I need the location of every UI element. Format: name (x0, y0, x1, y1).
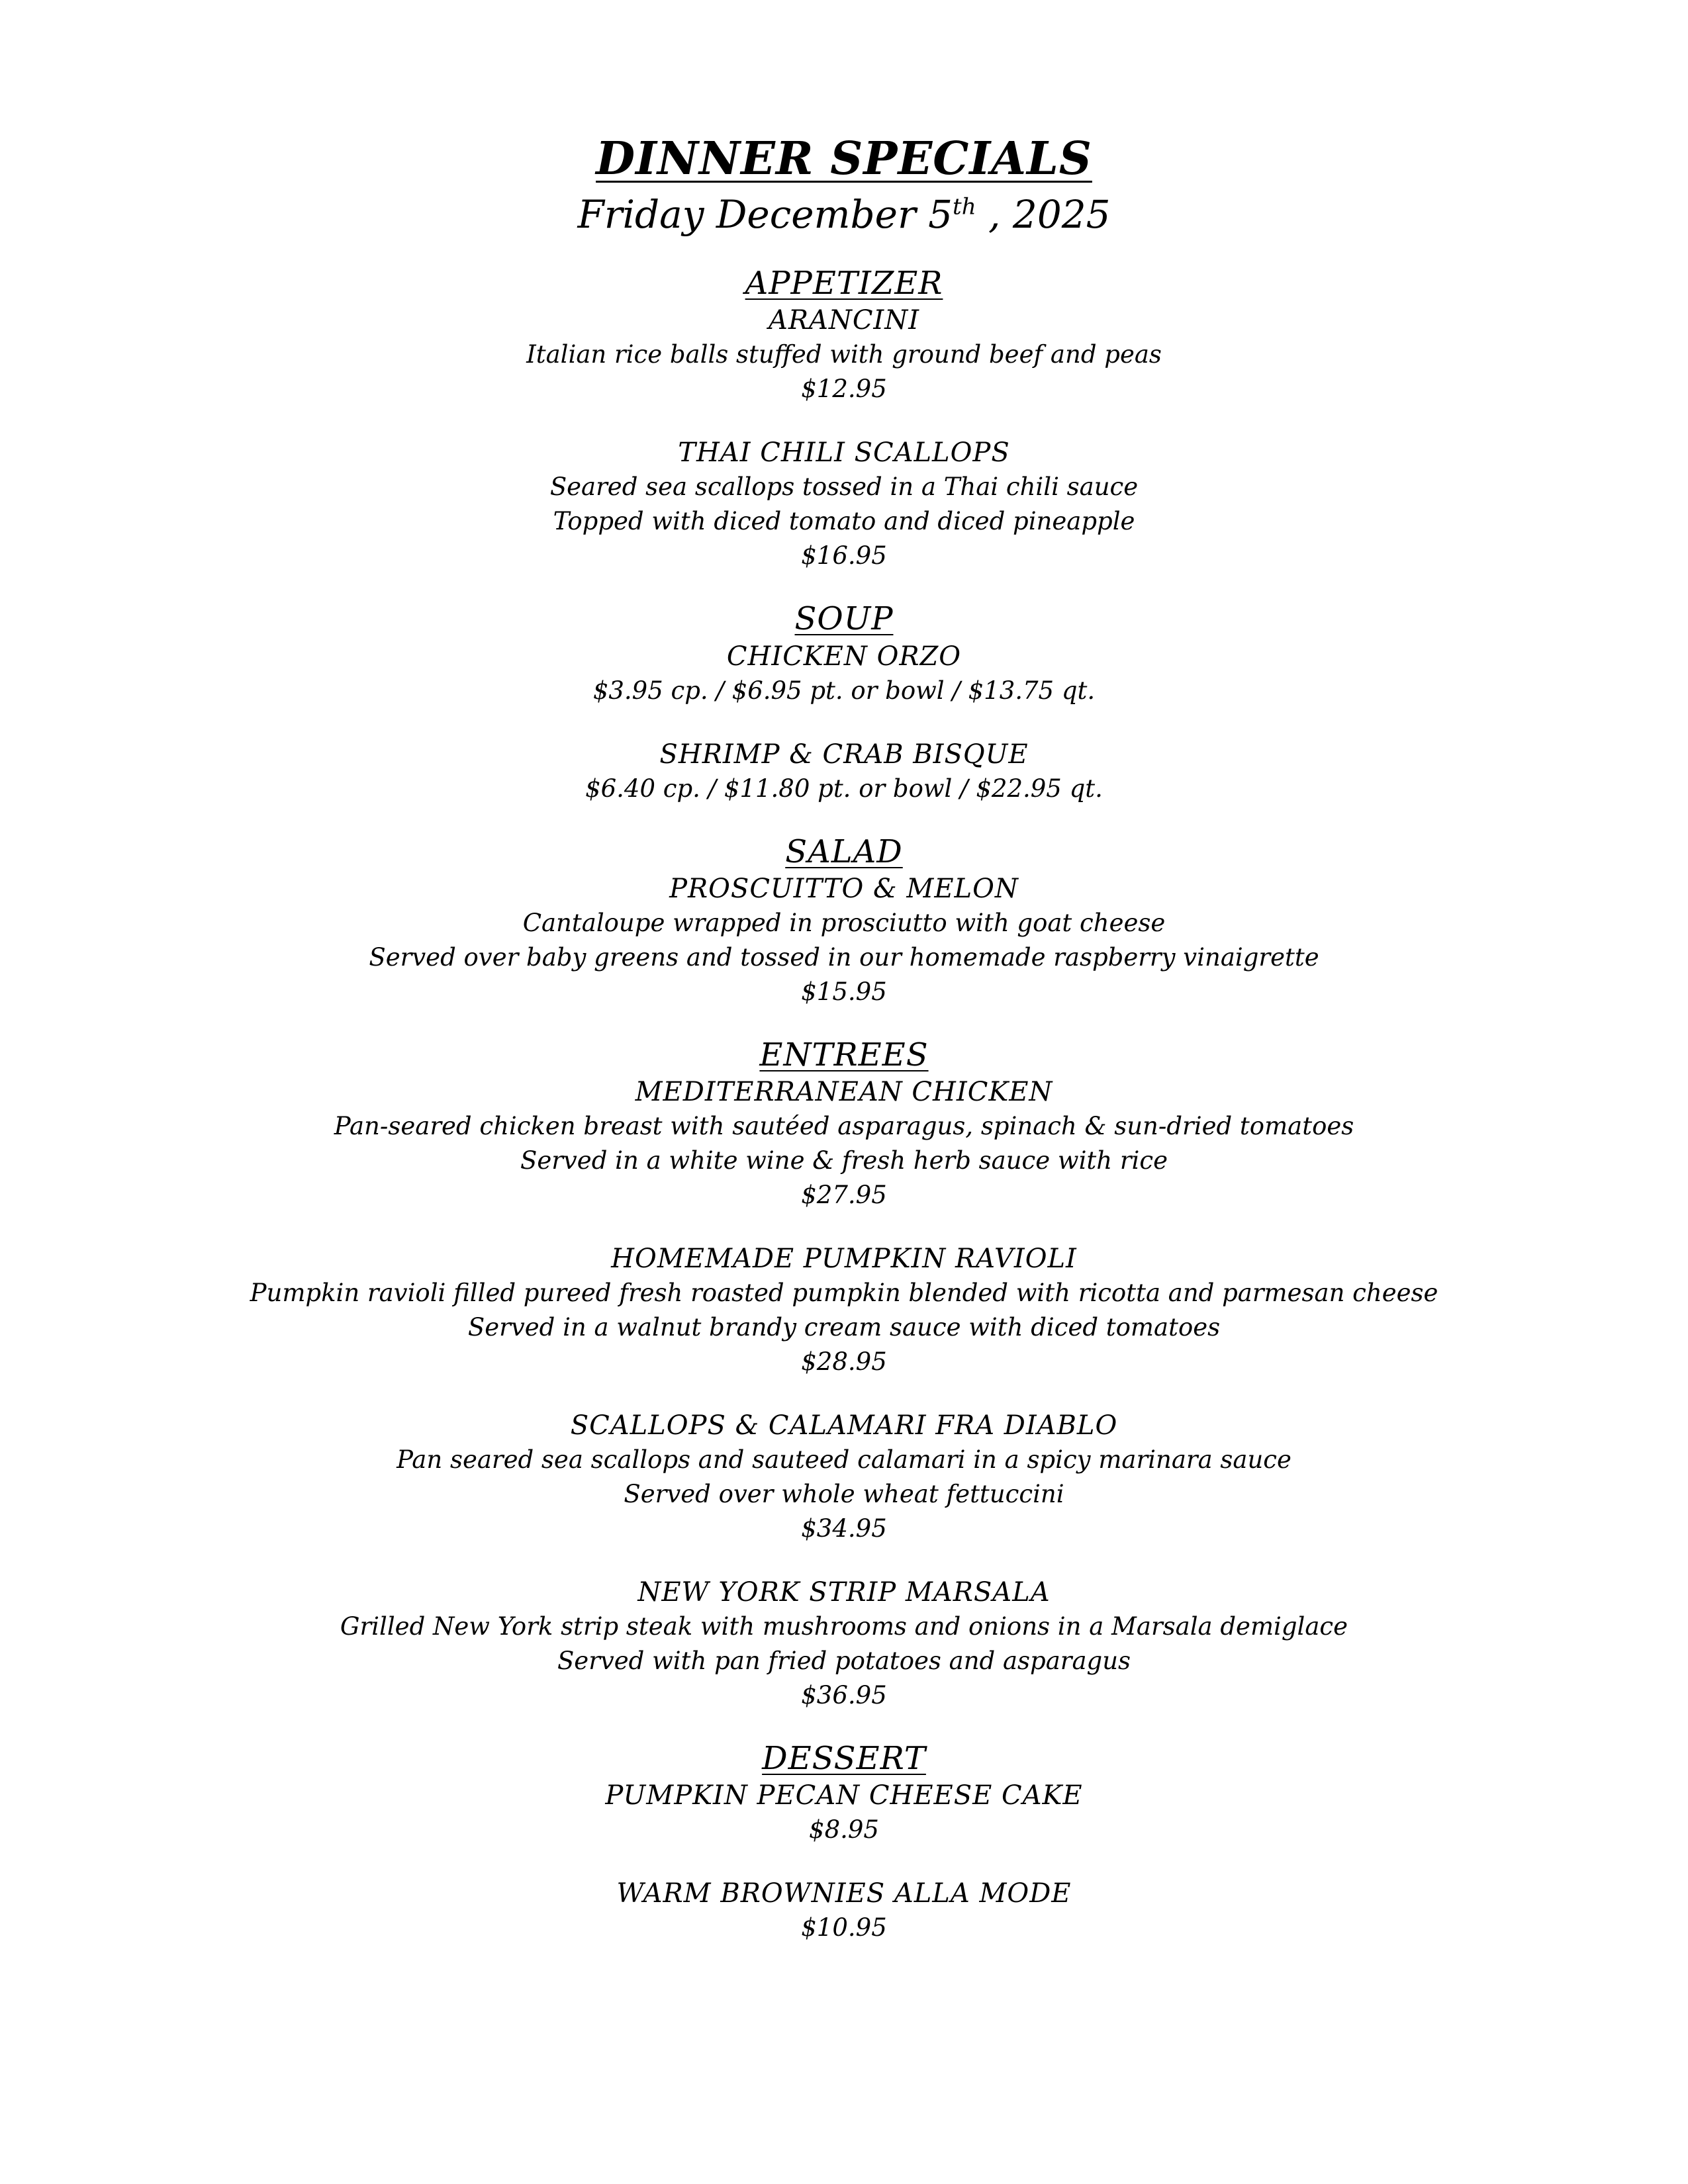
menu-item-description: Served in a white wine & fresh herb sauce with rice (520, 1146, 1168, 1175)
menu-section (0, 834, 1688, 1009)
menu-item-name: SHRIMP & CRAB BISQUE (659, 739, 1029, 770)
menu-item (0, 1575, 1688, 1713)
menu-item-description: Pan seared sea scallops and sauteed calamari in a spicy marinara sauce (397, 1445, 1291, 1474)
section-heading: SOUP (794, 600, 894, 638)
menu-date-year: , 2025 (976, 191, 1111, 237)
menu-item-name: SCALLOPS & CALAMARI FRA DIABLO (570, 1410, 1118, 1441)
menu-item-description: Served over whole wheat fettuccini (624, 1479, 1064, 1508)
menu-item-description: Served in a walnut brandy cream sauce with diced tomatoes (467, 1312, 1221, 1342)
menu-item (0, 737, 1688, 806)
menu-item-price: $16.95 (801, 541, 887, 570)
menu-item-description: Served over baby greens and tossed in our homemade raspberry vinaigrette (369, 942, 1319, 972)
menu-date-ordinal: th (953, 193, 976, 220)
menu-item-price: $12.95 (801, 375, 887, 404)
menu-item (0, 639, 1688, 708)
menu-item-name: HOMEMADE PUMPKIN RAVIOLI (611, 1243, 1077, 1274)
menu-item-name: WARM BROWNIES ALLA MODE (616, 1878, 1072, 1909)
section-heading: ENTREES (759, 1036, 929, 1073)
section-heading: SALAD (785, 833, 903, 870)
menu-date (0, 192, 1688, 238)
menu-item-description: Seared sea scallops tossed in a Thai chili sauce (549, 473, 1139, 502)
menu-item (0, 1876, 1688, 1945)
menu-item (0, 303, 1688, 406)
menu-item (0, 1075, 1688, 1212)
menu-section (0, 601, 1688, 805)
menu-section (0, 1741, 1688, 1945)
menu-header (0, 0, 1688, 238)
menu-date-text: Friday December 5 (577, 191, 953, 237)
menu-item-name: PUMPKIN PECAN CHEESE CAKE (605, 1780, 1083, 1811)
menu-item-name: THAI CHILI SCALLOPS (678, 437, 1010, 469)
menu-item-price: $36.95 (801, 1680, 887, 1709)
menu-item-price: $34.95 (801, 1514, 887, 1543)
menu-item-description: Served with pan fried potatoes and asparagus (557, 1646, 1131, 1675)
menu-sections (0, 265, 1688, 1945)
menu-item (0, 435, 1688, 573)
menu-item-description: Topped with diced tomato and diced pineapple (553, 507, 1135, 536)
page-title: DINNER SPECIALS (596, 132, 1092, 185)
menu-item-price: $6.40 cp. / $11.80 pt. or bowl / $22.95 qt. (585, 774, 1103, 803)
menu-item-name: PROSCUITTO & MELON (669, 873, 1019, 904)
menu-item-price: $8.95 (809, 1815, 879, 1844)
menu-item-description: Grilled New York strip steak with mushrooms and onions in a Marsala demiglace (340, 1612, 1348, 1641)
menu-item-name: ARANCINI (768, 305, 920, 336)
menu-item (0, 872, 1688, 1009)
menu-section (0, 1037, 1688, 1713)
menu-item-price: $10.95 (801, 1913, 887, 1942)
menu-item-name: NEW YORK STRIP MARSALA (637, 1576, 1051, 1608)
menu-item-description: Italian rice balls stuffed with ground beef and peas (526, 340, 1162, 369)
menu-item-description: Cantaloupe wrapped in prosciutto with goat cheese (522, 908, 1166, 937)
menu-item-price: $27.95 (801, 1180, 887, 1209)
menu-item-price: $15.95 (801, 977, 887, 1006)
menu-item (0, 1778, 1688, 1847)
menu-item (0, 1242, 1688, 1379)
menu-item-name: MEDITERRANEAN CHICKEN (635, 1076, 1053, 1107)
section-heading: APPETIZER (745, 265, 943, 302)
menu-item-price: $3.95 cp. / $6.95 pt. or bowl / $13.75 qt. (592, 676, 1096, 705)
menu-section (0, 265, 1688, 573)
menu-item-description: Pumpkin ravioli filled pureed fresh roasted pumpkin blended with ricotta and parmesan cheese (250, 1278, 1438, 1307)
menu-item-price: $28.95 (801, 1347, 887, 1376)
menu-item (0, 1408, 1688, 1546)
menu-item-description: Pan-seared chicken breast with sautéed asparagus, spinach & sun-dried tomatoes (334, 1111, 1354, 1140)
section-heading: DESSERT (762, 1739, 926, 1777)
menu-item-name: CHICKEN ORZO (726, 641, 962, 672)
